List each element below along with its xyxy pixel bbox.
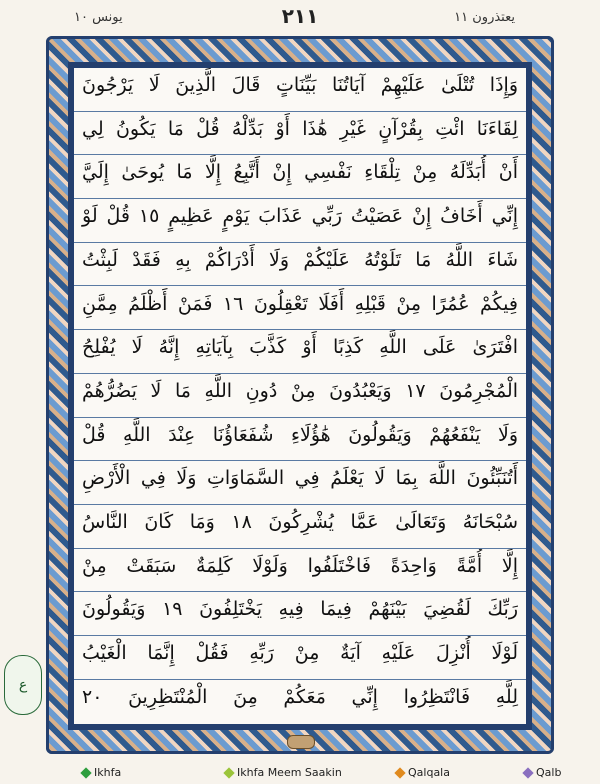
text-line-4: إِنِّي أَخَافُ إِنْ عَصَيْتُ رَبِّي عَذَابَ يَوْمٍ عَظِيمٍ ١٥ قُلْ لَوْ xyxy=(74,199,526,243)
text-line-11: سُبْحَانَهُ وَتَعَالَىٰ عَمَّا يُشْرِكُونَ ١٨ وَمَا كَانَ النَّاسُ xyxy=(74,505,526,549)
text-line-12: إِلَّا أُمَّةً وَاحِدَةً فَاخْتَلَفُوا وَلَوْلَا كَلِمَةٌ سَبَقَتْ مِنْ xyxy=(74,549,526,593)
tajweed-legend xyxy=(0,764,600,784)
legend-label: Ikhfa Meem Saakin xyxy=(237,766,342,779)
surah-name-label: يونس ١٠ xyxy=(74,10,123,25)
text-line-8: الْمُجْرِمُونَ ١٧ وَيَعْبُدُونَ مِنْ دُونِ اللَّهِ مَا لَا يَضُرُّهُمْ xyxy=(74,374,526,418)
legend-item-qalb xyxy=(524,766,561,779)
text-line-1: وَإِذَا تُتْلَىٰ عَلَيْهِمْ آيَاتُنَا بَيِّنَاتٍ قَالَ الَّذِينَ لَا يَرْجُونَ xyxy=(74,68,526,112)
text-line-10: أَتُنَبِّئُونَ اللَّهَ بِمَا لَا يَعْلَمُ فِي السَّمَاوَاتِ وَلَا فِي الْأَرْضِ xyxy=(74,461,526,505)
page-header xyxy=(0,0,600,40)
text-line-14: لَوْلَا أُنْزِلَ عَلَيْهِ آيَةٌ مِنْ رَبِّهِ فَقُلْ إِنَّمَا الْغَيْبُ xyxy=(74,636,526,680)
legend-item-qalqala xyxy=(396,766,450,779)
diamond-icon xyxy=(394,767,405,778)
ruku-marker: ع xyxy=(4,655,42,715)
text-line-9: وَلَا يَنْفَعُهُمْ وَيَقُولُونَ هَٰؤُلَاءِ شُفَعَاؤُنَا عِنْدَ اللَّهِ قُلْ xyxy=(74,418,526,462)
legend-item-ikhfa-meem-saakin xyxy=(225,766,342,779)
legend-label: Ikhfa xyxy=(94,766,122,779)
text-line-15: لِلَّهِ فَانْتَظِرُوا إِنِّي مَعَكُمْ مِنَ الْمُنْتَظِرِينَ ٢٠ xyxy=(82,685,518,708)
legend-label: Qalb xyxy=(536,766,562,779)
text-line-2: لِقَاءَنَا ائْتِ بِقُرْآنٍ غَيْرِ هَٰذَا أَوْ بَدِّلْهُ قُلْ مَا يَكُونُ لِي xyxy=(74,112,526,156)
text-line-6: فِيكُمْ عُمُرًا مِنْ قَبْلِهِ أَفَلَا تَعْقِلُونَ ١٦ فَمَنْ أَظْلَمُ مِمَّنِ xyxy=(74,287,526,331)
diamond-icon xyxy=(223,767,234,778)
text-line-5: شَاءَ اللَّهُ مَا تَلَوْتُهُ عَلَيْكُمْ وَلَا أَدْرَاكُمْ بِهِ فَقَدْ لَبِثْتُ xyxy=(74,243,526,287)
juz-name-label: يعتذرون ١١ xyxy=(454,10,515,25)
quran-text-area xyxy=(74,68,526,724)
legend-item-ikhfa xyxy=(82,766,121,779)
diamond-icon xyxy=(522,767,533,778)
text-line-7: افْتَرَىٰ عَلَى اللَّهِ كَذِبًا أَوْ كَذَّبَ بِآيَاتِهِ إِنَّهُ لَا يُفْلِحُ xyxy=(74,330,526,374)
diamond-icon xyxy=(80,767,91,778)
page-number: ٢١١ xyxy=(281,4,319,28)
legend-label: Qalqala xyxy=(408,766,450,779)
text-line-13: رَبِّكَ لَقُضِيَ بَيْنَهُمْ فِيمَا فِيهِ يَخْتَلِفُونَ ١٩ وَيَقُولُونَ xyxy=(74,592,526,636)
text-line-3: أَنْ أُبَدِّلَهُ مِنْ تِلْقَاءِ نَفْسِي إِنْ أَتَّبِعُ إِلَّا مَا يُوحَىٰ إِلَيَّ xyxy=(74,155,526,199)
bottom-ornament xyxy=(287,735,315,749)
